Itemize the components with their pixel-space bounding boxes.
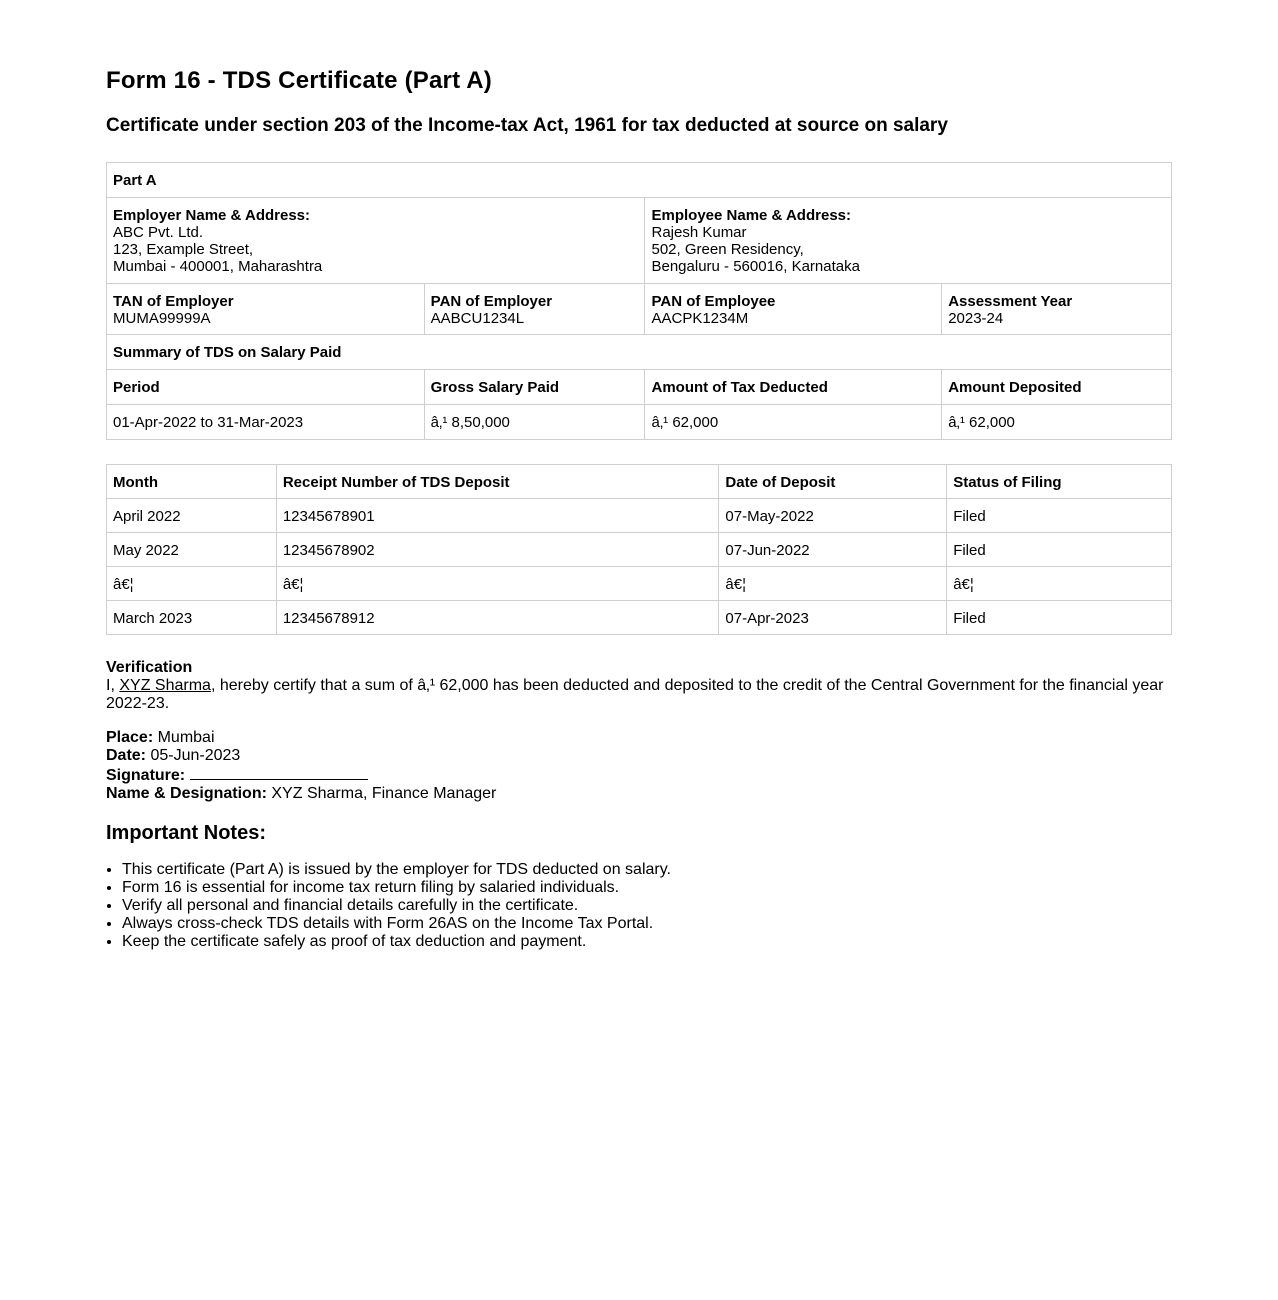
place-label: Place: [106,729,154,746]
deposit-status: Filed [947,601,1172,635]
summary-tax-deducted: â‚¹ 62,000 [645,405,942,440]
employee-address-cell [645,198,1172,284]
name-designation-value: XYZ Sharma, Finance Manager [271,785,497,802]
table-row [107,533,1172,567]
summary-title: Summary of TDS on Salary Paid [107,335,1172,370]
employee-label: Employee Name & Address: [651,207,851,224]
deposit-date: 07-May-2022 [719,499,947,533]
summary-header-cell: Amount Deposited [942,370,1172,405]
deposit-receipt: 12345678912 [276,601,719,635]
place-value: Mumbai [157,729,215,746]
verification-section [106,659,1172,713]
summary-header-cell: Amount of Tax Deducted [645,370,942,405]
place-line [106,729,1172,747]
employee-address-line2: Bengaluru - 560016, Karnataka [651,258,860,275]
summary-period: 01-Apr-2022 to 31-Mar-2023 [107,405,425,440]
assessment-year-label: Assessment Year [948,293,1073,310]
list-item: • Verify all personal and financial details carefully in the certificate. [122,897,1172,915]
employer-name: ABC Pvt. Ltd. [113,224,204,241]
summary-header-cell: Gross Salary Paid [424,370,645,405]
signature-blank [190,765,368,780]
employee-name: Rajesh Kumar [651,224,747,241]
summary-gross-salary: â‚¹ 8,50,000 [424,405,645,440]
employer-address-cell [107,198,645,284]
deposit-status: Filed [947,499,1172,533]
deposits-header-cell: Date of Deposit [719,465,947,499]
assessment-year-value: 2023-24 [948,310,1004,327]
date-value: 05-Jun-2023 [150,747,241,764]
table-row [107,567,1172,601]
deposits-header-cell: Receipt Number of TDS Deposit [276,465,719,499]
deposit-receipt: 12345678901 [276,499,719,533]
list-item: • Always cross-check TDS details with Form 26AS on the Income Tax Portal. [122,915,1172,933]
table-row [107,601,1172,635]
deposit-date: â€¦ [719,567,947,601]
list-item: • Keep the certificate safely as proof of tax deduction and payment. [122,933,1172,951]
verification-body: , hereby certify that a sum of â‚¹ 62,000 has been deducted and deposited to the credit of the Central Government for the financial year 2022-23. [106,677,1164,712]
pan-employee-value: AACPK1234M [651,310,749,327]
page-title: Form 16 - TDS Certificate (Part A) [106,67,492,94]
part-a-heading-row [107,163,1172,198]
deposit-month: April 2022 [107,499,277,533]
tan-employer-cell [107,284,425,335]
deposit-month: â€¦ [107,567,277,601]
list-item: • Form 16 is essential for income tax return filing by salaried individuals. [122,879,1172,897]
ids-row [107,284,1172,335]
employer-label: Employer Name & Address: [113,207,311,224]
date-line [106,747,1172,765]
part-a-heading: Part A [107,163,1172,198]
deposit-date: 07-Apr-2023 [719,601,947,635]
verification-title: Verification [106,659,193,676]
employer-address-line1: 123, Example Street, [113,241,254,258]
deposit-receipt: â€¦ [276,567,719,601]
pan-employer-cell [424,284,645,335]
summary-header-row [107,370,1172,405]
name-designation-label: Name & Designation: [106,785,267,802]
tan-employer-label: TAN of Employer [113,293,234,310]
deposits-header-cell: Month [107,465,277,499]
signature-label: Signature: [106,767,186,784]
list-item: • This certificate (Part A) is issued by the employer for TDS deducted on salary. [122,861,1172,879]
summary-row [107,405,1172,440]
notes-list [106,861,1172,951]
verification-prefix: I, [106,677,120,694]
deposits-table [106,464,1172,635]
signature-line [106,765,1172,785]
address-row [107,198,1172,284]
certifier-name: XYZ Sharma [119,677,211,694]
summary-header-cell: Period [107,370,425,405]
deposit-status: â€¦ [947,567,1172,601]
pan-employer-label: PAN of Employer [430,293,553,310]
employer-address-line2: Mumbai - 400001, Maharashtra [113,258,323,275]
deposit-date: 07-Jun-2022 [719,533,947,567]
table-row [107,499,1172,533]
summary-amount-deposited: â‚¹ 62,000 [942,405,1172,440]
name-designation-line [106,785,1172,803]
page-subtitle: Certificate under section 203 of the Income-tax Act, 1961 for tax deducted at source on salary [106,115,948,136]
date-label: Date: [106,747,147,764]
summary-title-row [107,335,1172,370]
deposit-status: Filed [947,533,1172,567]
tan-employer-value: MUMA99999A [113,310,211,327]
part-a-table [106,162,1172,440]
deposits-header-cell: Status of Filing [947,465,1172,499]
deposit-month: May 2022 [107,533,277,567]
deposits-header-row [107,465,1172,499]
pan-employee-cell [645,284,942,335]
verification-text [106,677,1172,713]
signature-block [106,729,1172,803]
notes-title: Important Notes: [106,822,266,844]
deposit-receipt: 12345678902 [276,533,719,567]
deposit-month: March 2023 [107,601,277,635]
pan-employee-label: PAN of Employee [651,293,776,310]
employee-address-line1: 502, Green Residency, [651,241,804,258]
assessment-year-cell [942,284,1172,335]
pan-employer-value: AABCU1234L [430,310,525,327]
